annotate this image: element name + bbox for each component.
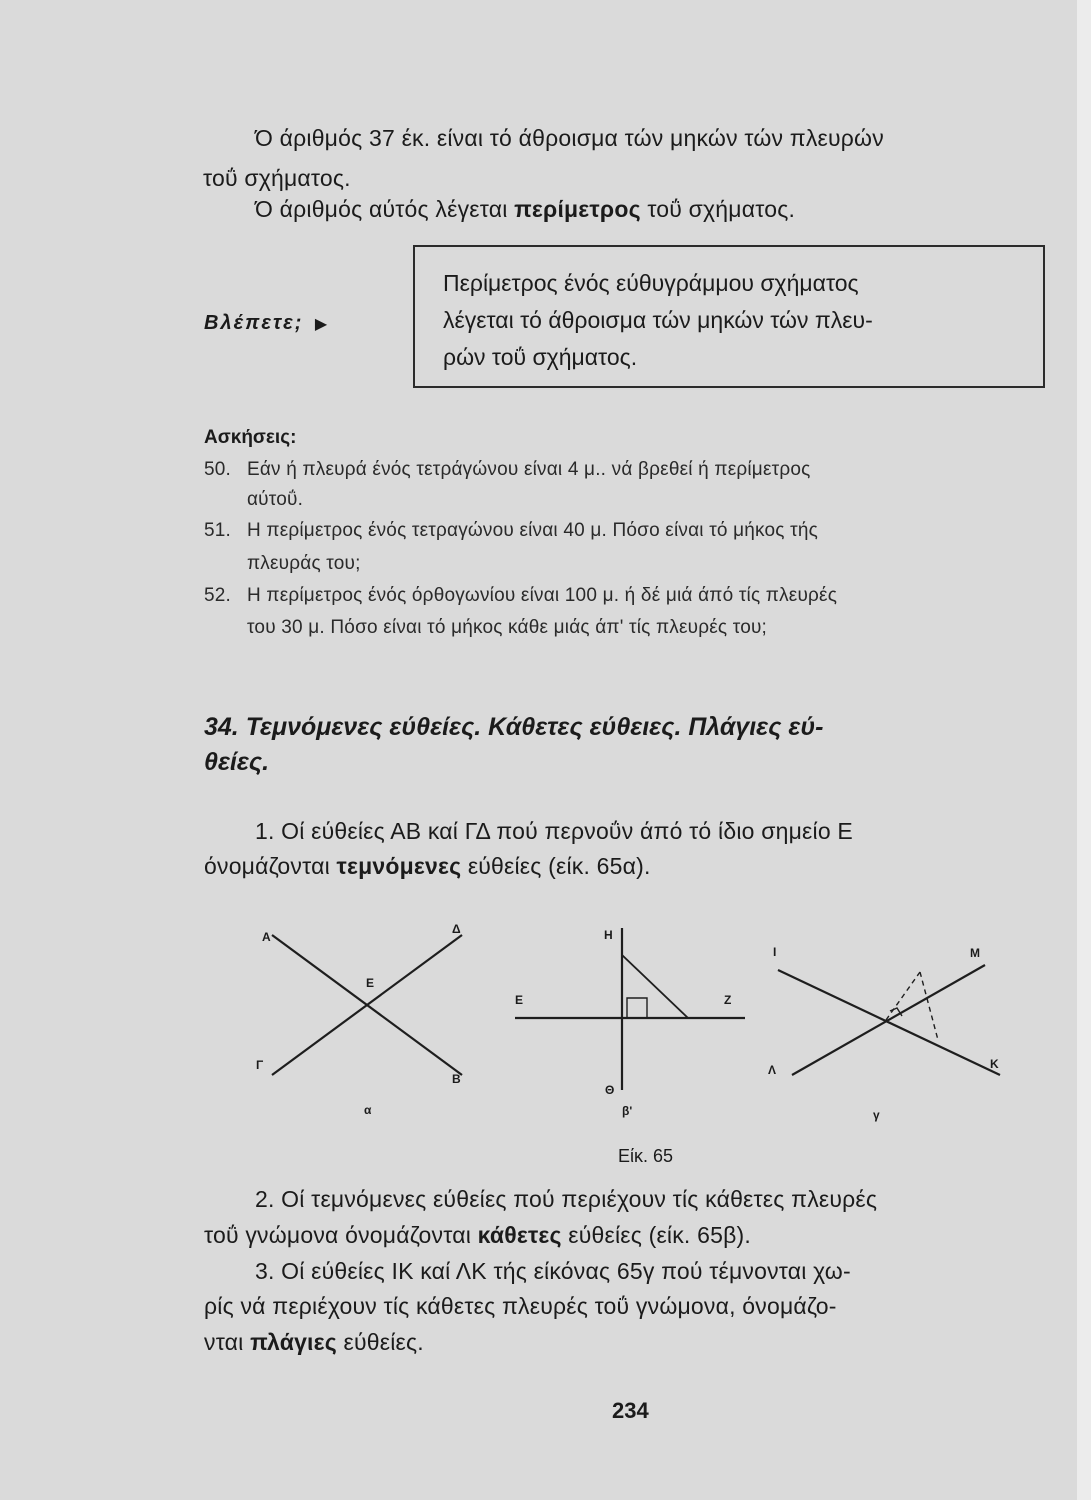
exercise-51-line-2: πλευράς του;: [247, 553, 361, 574]
para2-line-2-pre: τοΰ γνώμονα όνομάζονται: [204, 1222, 478, 1248]
exercise-52-line-1: Η περίμετρος ένός όρθογωνίου είναι 100 μ. ή δέ μιά άπό τίς πλευρές: [247, 585, 838, 606]
label-l: Λ: [768, 1063, 777, 1077]
exercise-51-line-1: Η περίμετρος ένός τετραγώνου είναι 40 μ. Πόσο είναι τό μήκος τής: [247, 520, 818, 541]
term-perpendicular: κάθετες: [477, 1222, 562, 1248]
section-title-line-2: θείες.: [204, 748, 270, 776]
label-e-center: Ε: [366, 976, 375, 990]
line-ik: [778, 970, 1000, 1075]
label-d: Δ: [452, 922, 461, 936]
exercises-heading: Ασκήσεις:: [204, 427, 297, 448]
para3-line-1: 3. Οί εύθείες ΙΚ καί ΛΚ τής είκόνας 65γ πού τέμνονται χω-: [255, 1258, 851, 1284]
exercise-50-number: 50.: [204, 459, 232, 480]
para2-line-1: 2. Οί τεμνόμενες εύθείες πού περιέχουν τίς κάθετες πλευρές: [255, 1186, 878, 1212]
label-a: Α: [262, 930, 271, 944]
para3-line-2: ρίς νά περιέχουν τίς κάθετες πλευρές τοΰ γνώμονα, όνομάζο-: [204, 1293, 837, 1319]
definition-line-3: ρών τοΰ σχήματος.: [443, 344, 638, 370]
definition-line-2: λέγεται τό άθροισμα τών μηκών τών πλευ-: [443, 307, 873, 333]
label-m: Μ: [970, 946, 980, 960]
label-b: Β: [452, 1072, 461, 1086]
set-square-icon: [622, 955, 688, 1018]
intro-line-1: Ό άριθμός 37 έκ. είναι τό άθροισμα τών μηκών τών πλευρών: [255, 125, 884, 151]
para3-line-3: [204, 1329, 424, 1356]
para2-line-2: [204, 1222, 751, 1249]
right-angle-mark: [627, 998, 647, 1018]
caption-b: β': [622, 1104, 633, 1118]
section-title-line-1: 34. Τεμνόμενες εύθείες. Κάθετες εύθειες. Πλάγιες εύ-: [204, 713, 824, 741]
intro-line-3-pre: Ό άριθμός αύτός λέγεται: [255, 196, 515, 222]
label-i: Ι: [773, 945, 777, 959]
intro-line-3-post: τοΰ σχήματος.: [640, 196, 796, 222]
label-g: Γ: [256, 1058, 264, 1072]
exercise-52-line-2: του 30 μ. Πόσο είναι τό μήκος κάθε μιάς άπ' τίς πλευρές του;: [247, 617, 768, 638]
exercise-52-number: 52.: [204, 585, 232, 606]
label-k: Κ: [990, 1057, 999, 1071]
para3-line-3-post: εύθείες.: [336, 1329, 424, 1355]
intro-line-2: τοΰ σχήματος.: [203, 165, 351, 191]
exercise-50-line-2: αύτοΰ.: [247, 489, 304, 510]
label-th: Θ: [605, 1083, 615, 1097]
label-z: Ζ: [724, 993, 732, 1007]
term-perimeter: περίμετρος: [514, 196, 641, 222]
term-intersecting: τεμνόμενες: [336, 853, 462, 879]
line-lm: [792, 965, 985, 1075]
caption-a: α: [364, 1103, 372, 1117]
label-e-left: Ε: [515, 993, 524, 1007]
para3-line-3-pre: νται: [204, 1329, 251, 1355]
definition-line-1: Περίμετρος ένός εύθυγράμμου σχήματος: [443, 270, 859, 296]
page-number: 234: [612, 1398, 649, 1423]
set-square-side-2: [920, 972, 938, 1040]
figure-caption: Είκ. 65: [618, 1146, 674, 1166]
para1-line-2-post: εύθείες (είκ. 65α).: [461, 853, 651, 879]
para2-line-2-post: εύθείες (είκ. 65β).: [561, 1222, 751, 1248]
arrow-right-icon: ▶: [314, 316, 330, 333]
para1-line-1: 1. Οί εύθείες ΑΒ καί ΓΔ πού περνοΰν άπό τό ίδιο σημείο Ε: [255, 818, 853, 844]
para1-line-2-pre: όνομάζονται: [204, 853, 337, 879]
see-label-text: Βλέπετε;: [204, 312, 304, 334]
exercise-51-number: 51.: [204, 520, 232, 541]
exercise-50-line-1: Εάν ή πλευρά ένός τετράγώνου είναι 4 μ.. νά βρεθεί ή περίμετρος: [247, 459, 811, 480]
term-oblique: πλάγιες: [250, 1329, 337, 1355]
caption-c: γ: [873, 1108, 880, 1122]
label-h: Η: [604, 928, 613, 942]
